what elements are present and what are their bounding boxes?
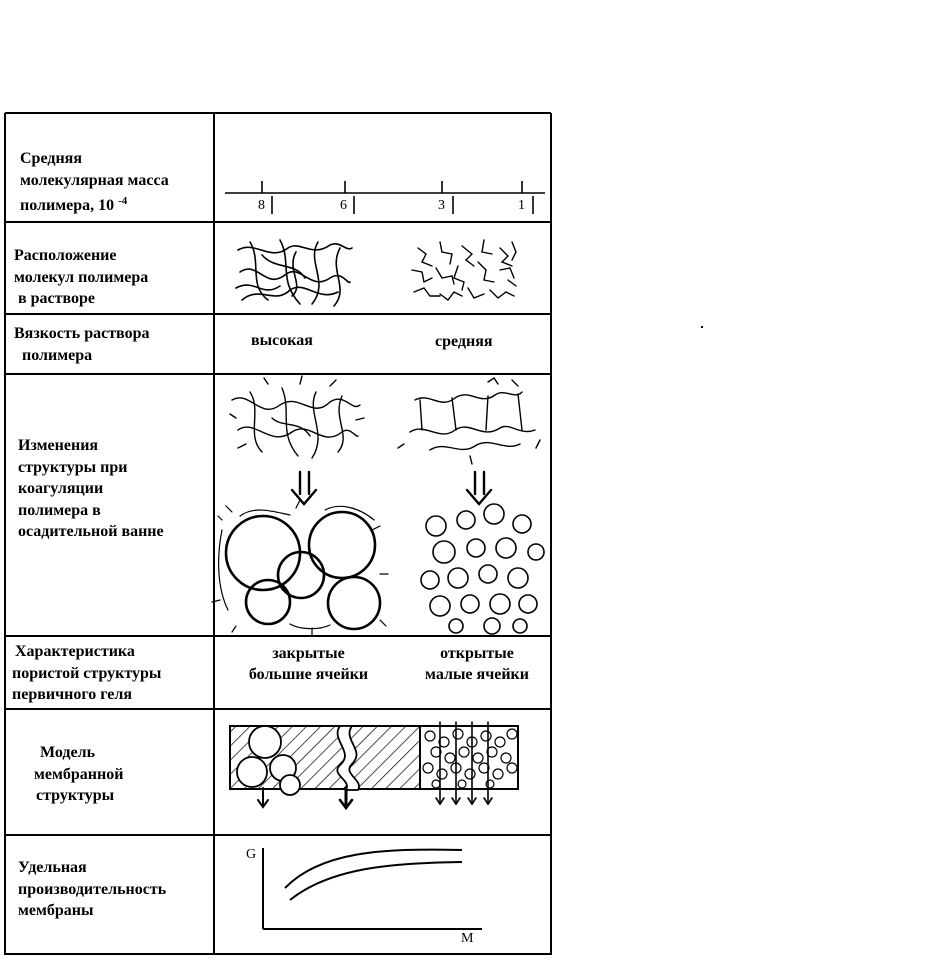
pore-closed-large [226, 643, 391, 685]
label-line: Вязкость раствора [14, 325, 150, 342]
coagulation-large-cells-illustration [212, 376, 388, 636]
stray-dot [701, 326, 703, 328]
label-line: структуры [36, 787, 115, 804]
label-line: мембраны [18, 902, 94, 919]
label-line: первичного геля [12, 686, 132, 703]
mw-tick-label: 8 [258, 198, 265, 213]
long-molecules-illustration [236, 240, 352, 306]
viscosity-high: высокая [251, 332, 313, 349]
exponent: -4 [118, 195, 128, 207]
pore-open-small [402, 643, 552, 685]
row-label-membrane-model [34, 742, 123, 807]
mw-scale [225, 181, 545, 214]
viscosity-medium: средняя [435, 333, 493, 350]
label-line: Модель [40, 744, 96, 761]
label-line: Средняя [20, 150, 82, 167]
label-line: полимера, 10 $^{-4}$ [20, 195, 128, 214]
graph-x-label: M [461, 931, 474, 946]
label-line: производительность [18, 880, 167, 898]
label-line: осадительной ванне [18, 523, 164, 540]
value-line: закрытые [272, 645, 345, 662]
productivity-graph [263, 848, 482, 929]
row-label-viscosity [14, 323, 149, 366]
label-line: структуры при [18, 458, 128, 476]
value-line: большие ячейки [248, 666, 369, 683]
value-line: малые ячейки [425, 666, 529, 683]
label-line: Удельная [18, 859, 87, 876]
label-line: пористой структуры [12, 664, 162, 682]
label-line: Характеристика [15, 643, 135, 660]
label-line: молекул полимера [14, 268, 149, 286]
mw-tick-label: 1 [518, 198, 525, 213]
value-line: открытые [440, 645, 514, 662]
graph-y-label: G [246, 847, 257, 862]
label-line: полимера в [18, 501, 101, 519]
row-label-structure-changes [18, 435, 164, 543]
label-line: Расположение [14, 247, 117, 264]
label-line: мембранной [34, 765, 124, 783]
short-molecules-illustration [412, 240, 516, 300]
row-label-productivity [18, 857, 166, 922]
row-label-molecule-arrangement [14, 245, 148, 310]
row-label-pore-structure [12, 641, 161, 706]
coagulation-small-cells-illustration [398, 378, 544, 634]
label-line: в растворе [14, 290, 96, 307]
mw-tick-label: 6 [340, 198, 347, 213]
row-label-molecular-mass [20, 148, 169, 217]
mw-tick-label: 3 [438, 198, 445, 213]
label-line: молекулярная масса [20, 171, 169, 189]
membrane-model-illustration [230, 722, 518, 808]
label-line: полимера [14, 346, 93, 364]
label-line: коагуляции [18, 480, 104, 497]
label-line: Изменения [18, 437, 99, 454]
